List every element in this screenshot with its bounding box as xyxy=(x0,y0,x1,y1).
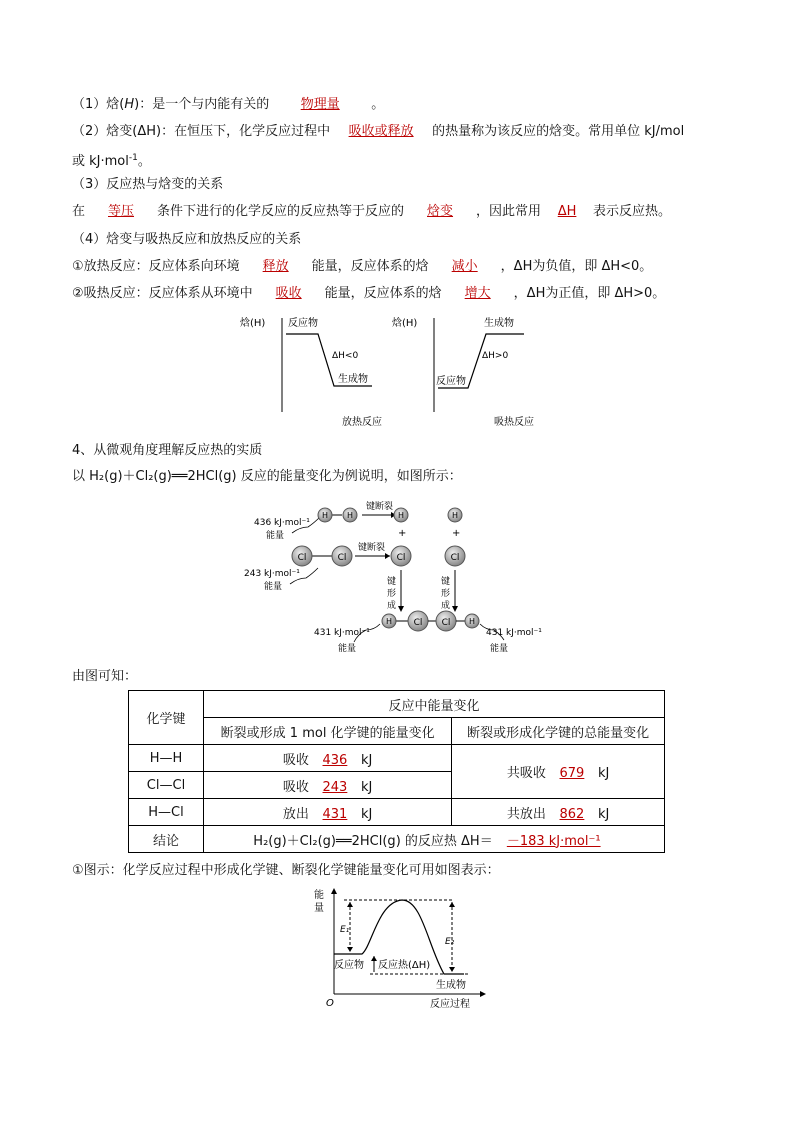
svg-text:Cl: Cl xyxy=(337,553,347,563)
svg-text:能: 能 xyxy=(314,890,324,901)
reactant-label: 反应物 xyxy=(288,318,318,329)
hcl-bond-energy: 431 kJ·mol⁻¹ xyxy=(314,628,370,638)
svg-text:量: 量 xyxy=(314,903,324,914)
delta-h-label: ΔH<0 xyxy=(332,351,359,361)
paragraph-endothermic: ②吸热反应：反应体系从环境中 吸收 能量，反应体系的焓 增大 ，ΔH为正值，即 ΔH>0。 xyxy=(72,286,666,301)
answer-blank: 焓变 xyxy=(427,204,454,219)
break-label: 键断裂 xyxy=(358,543,386,553)
svg-text:Cl: Cl xyxy=(441,618,451,628)
svg-text:H: H xyxy=(451,511,459,520)
header-total: 断裂或形成化学键的总能量变化 xyxy=(452,718,665,745)
energy-word: 能量 xyxy=(338,644,357,654)
energy-word: 能量 xyxy=(266,531,285,541)
answer-blank: 物理量 xyxy=(300,97,340,112)
paragraph-enthalpy: （1）焓(H)：是一个与内能有关的 物理量 。 xyxy=(72,97,385,112)
origin-label: O xyxy=(326,998,334,1009)
delta-h-label: ΔH>0 xyxy=(482,351,509,361)
svg-text:H: H xyxy=(321,511,329,520)
header-energy: 反应中能量变化 xyxy=(204,691,665,718)
e1-label: E₁ xyxy=(340,925,350,935)
axis-label: 焓(H) xyxy=(392,318,418,329)
svg-text:成: 成 xyxy=(441,601,451,611)
cl-bond-energy: 243 kJ·mol⁻¹ xyxy=(244,569,300,579)
answer-blank: ΔH xyxy=(557,204,577,219)
svg-text:H: H xyxy=(397,511,405,520)
product-label: 生成物 xyxy=(436,980,466,991)
header-bond: 化学键 xyxy=(129,691,204,745)
svg-text:Cl: Cl xyxy=(396,553,406,563)
caption: 吸热反应 xyxy=(494,417,534,428)
svg-text:形: 形 xyxy=(387,589,397,599)
paragraph-enthalpy-change: （2）焓变(ΔH)：在恒压下，化学反应过程中 吸收或释放 的热量称为该反应的焓变。常用单位 kJ/mol xyxy=(72,124,685,139)
x-axis-label: 反应过程 xyxy=(430,999,470,1010)
heading-exo-endo: （4）焓变与吸热反应和放热反应的关系 xyxy=(72,232,302,247)
exothermic-diagram xyxy=(240,312,410,432)
paragraph-heat-and-enthalpy: 在 等压 条件下进行的化学反应的反应热等于反应的 焓变 ，因此常用 ΔH 表示反应热。 xyxy=(72,204,672,219)
svg-text:H: H xyxy=(468,617,476,626)
energy-word: 能量 xyxy=(264,582,283,592)
energy-profile-diagram xyxy=(310,886,500,1011)
svg-text:H: H xyxy=(346,511,354,520)
table-row: Cl—Cl 吸收 243 kJ xyxy=(129,772,665,799)
e2-label: E₂ xyxy=(445,937,455,947)
axis-label: 焓(H) xyxy=(240,318,266,329)
illustration-intro: ①图示：化学反应过程中形成化学键、断裂化学键能量变化可用如图表示： xyxy=(72,863,500,878)
svg-text:键: 键 xyxy=(387,577,397,587)
svg-text:键: 键 xyxy=(441,577,451,587)
svg-text:+: + xyxy=(452,528,461,539)
answer-blank: 吸收 xyxy=(275,286,302,301)
heading-heat-and-enthalpy: （3）反应热与焓变的关系 xyxy=(72,177,224,192)
section-intro: 以 H₂(g)＋Cl₂(g)══2HCl(g) 反应的能量变化为例说明，如图所示： xyxy=(72,469,462,484)
svg-text:Cl: Cl xyxy=(450,553,460,563)
header-per-mol: 断裂或形成 1 mol 化学键的能量变化 xyxy=(204,718,452,745)
table-row: H—Cl 放出 431 kJ 共放出 862 kJ xyxy=(129,799,665,826)
caption: 放热反应 xyxy=(342,417,382,428)
svg-text:形: 形 xyxy=(441,589,451,599)
energy-word: 能量 xyxy=(490,644,509,654)
answer-blank: 减小 xyxy=(451,259,478,274)
h-bond-energy: 436 kJ·mol⁻¹ xyxy=(254,518,310,528)
product-label: 生成物 xyxy=(484,318,514,329)
hcl-bond-energy: 431 kJ·mol⁻¹ xyxy=(486,628,542,638)
reactant-label: 反应物 xyxy=(436,376,466,387)
bond-energy-diagram xyxy=(240,500,560,658)
table-row: H—H 吸收 436 kJ 共吸收 679 kJ xyxy=(129,745,665,772)
endothermic-diagram xyxy=(392,312,572,432)
table-row-conclusion: 结论 H₂(g)＋Cl₂(g)══2HCl(g) 的反应热 ΔH＝ －183 kJ·mol⁻¹ xyxy=(129,826,665,853)
svg-text:Cl: Cl xyxy=(297,553,307,563)
svg-text:+: + xyxy=(398,528,407,539)
answer-blank: 增大 xyxy=(464,286,491,301)
reactant-label: 反应物 xyxy=(334,960,364,971)
answer-blank: 释放 xyxy=(262,259,289,274)
break-label: 键断裂 xyxy=(366,502,394,512)
svg-text:Cl: Cl xyxy=(413,618,423,628)
svg-text:H: H xyxy=(385,617,393,626)
answer-blank: 等压 xyxy=(108,204,135,219)
from-figure: 由图可知： xyxy=(72,669,138,684)
svg-text:成: 成 xyxy=(387,601,397,611)
paragraph-enthalpy-unit: 或 kJ·mol$^{-1}$。 xyxy=(72,153,151,169)
paragraph-exothermic: ①放热反应：反应体系向环境 释放 能量，反应体系的焓 减小 ，ΔH为负值，即 ΔH<0。 xyxy=(72,259,653,274)
bond-energy-table xyxy=(128,690,665,853)
answer-blank: 吸收或释放 xyxy=(348,124,414,139)
section-heading: 4、从微观角度理解反应热的实质 xyxy=(72,443,263,458)
heat-label: 反应热(ΔH) xyxy=(378,960,431,971)
product-label: 生成物 xyxy=(338,374,368,385)
